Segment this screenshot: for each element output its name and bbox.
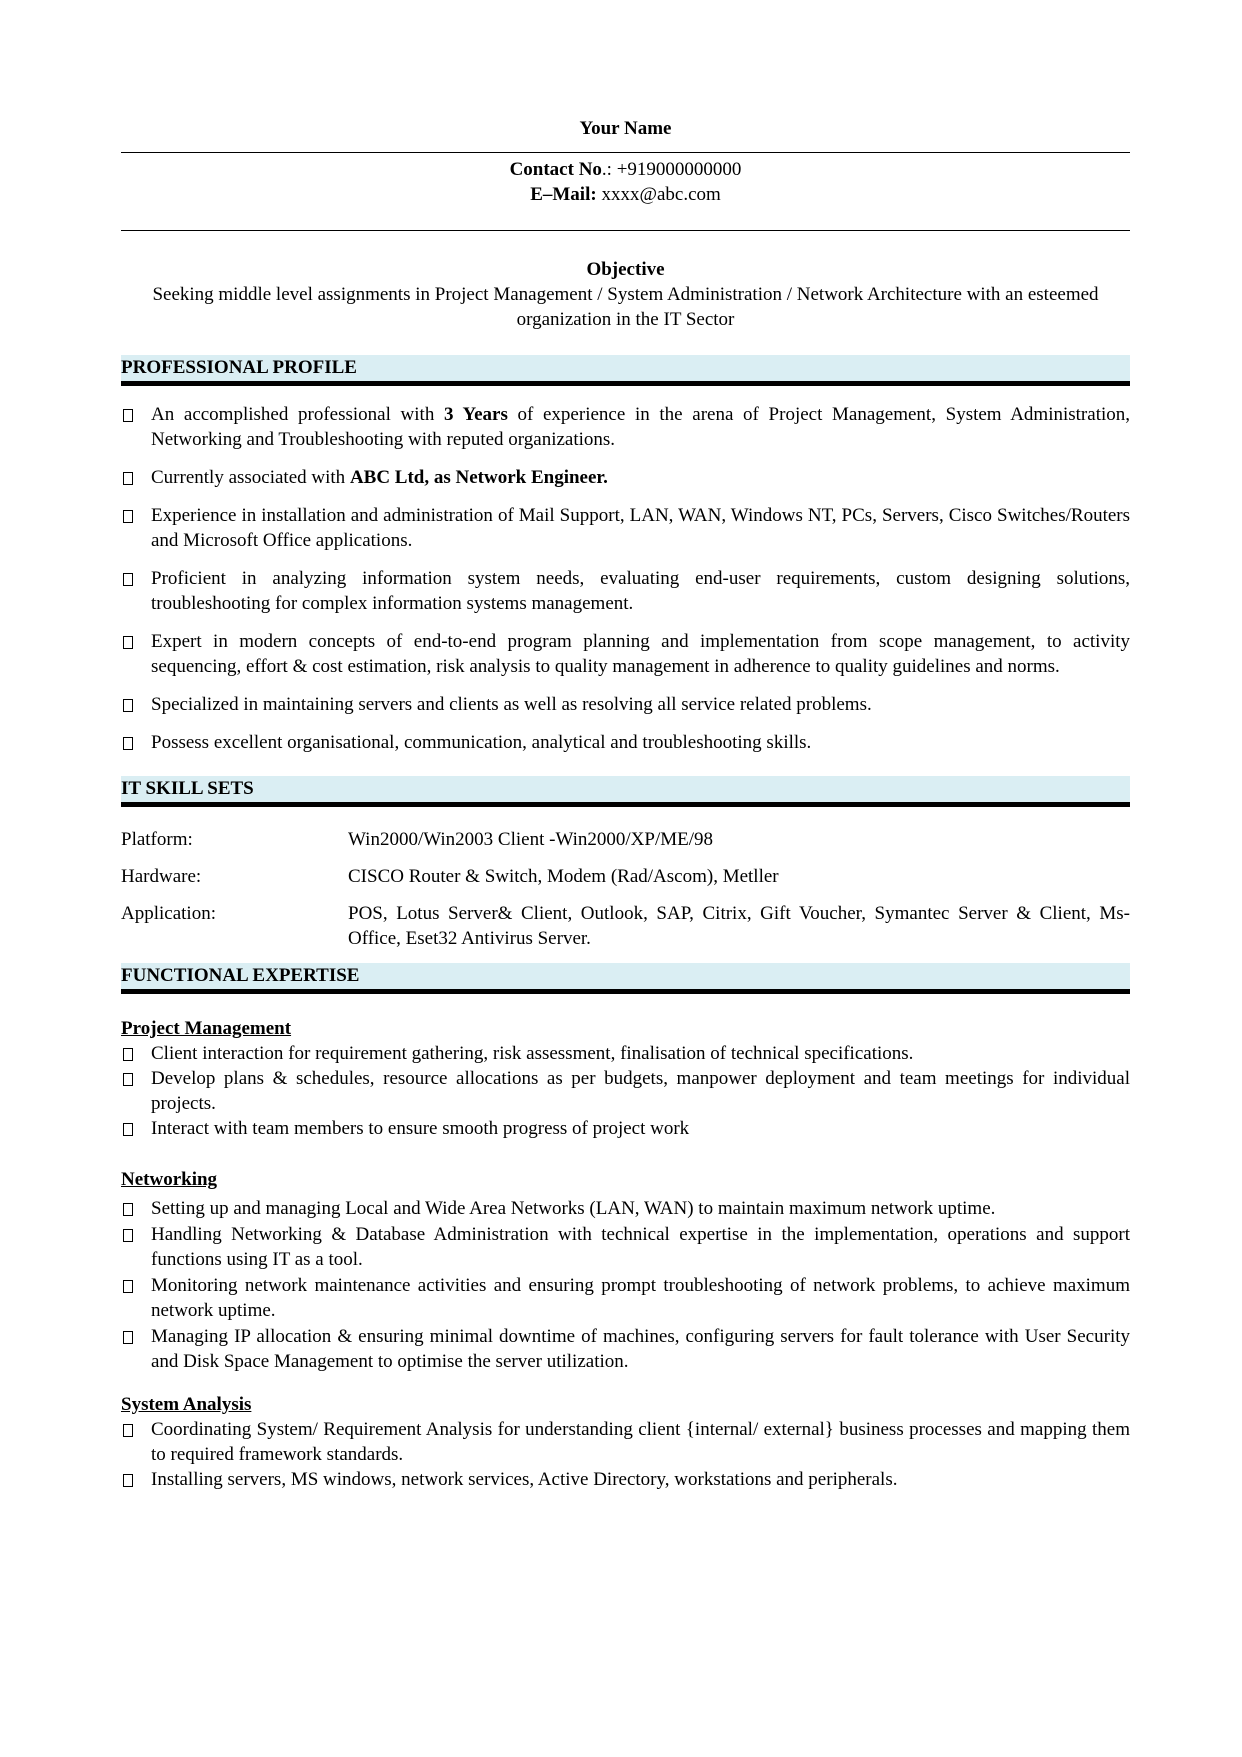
candidate-name: Your Name bbox=[579, 118, 672, 139]
bullet-icon bbox=[123, 1424, 133, 1437]
bullet-icon bbox=[123, 737, 133, 750]
list-item bbox=[121, 1273, 1130, 1323]
resume-page bbox=[121, 116, 1130, 1492]
item-text-bold: 3 Years bbox=[444, 404, 508, 425]
skill-row bbox=[121, 864, 1130, 889]
list-item bbox=[121, 566, 1130, 616]
bullet-icon bbox=[123, 636, 133, 649]
list-item bbox=[121, 1222, 1130, 1272]
bullet-icon bbox=[123, 573, 133, 586]
list-item bbox=[121, 465, 1130, 490]
subheading-project-management: Project Management bbox=[121, 1018, 292, 1039]
email-label: E–Mail: bbox=[530, 184, 597, 205]
bullet-icon bbox=[123, 1474, 133, 1487]
bullet-icon bbox=[123, 409, 133, 422]
list-item bbox=[121, 402, 1130, 452]
networking-list bbox=[121, 1196, 1130, 1374]
skills-table bbox=[121, 827, 1130, 951]
section-header-professional-profile: PROFESSIONAL PROFILE bbox=[121, 355, 1130, 386]
bullet-icon bbox=[123, 472, 133, 485]
skill-value: Win2000/Win2003 Client -Win2000/XP/ME/98 bbox=[348, 829, 714, 850]
objective-title: Objective bbox=[586, 259, 665, 280]
item-text: Client interaction for requirement gathering, risk assessment, finalisation of technical specifications. bbox=[151, 1043, 914, 1064]
item-text: Currently associated with bbox=[151, 467, 350, 488]
contact-number: +919000000000 bbox=[616, 159, 742, 180]
list-item bbox=[121, 1324, 1130, 1374]
list-item bbox=[121, 629, 1130, 679]
bullet-icon bbox=[123, 1123, 133, 1136]
bullet-icon bbox=[123, 510, 133, 523]
bullet-icon bbox=[123, 1048, 133, 1061]
bullet-icon bbox=[123, 699, 133, 712]
item-text: Expert in modern concepts of end-to-end program planning and implementation from scope management, to activity sequencing, effort & cost estimation, risk analysis to quality management in adherence to quality guidelines and norms. bbox=[151, 631, 1130, 677]
skill-label: Platform: bbox=[121, 829, 193, 850]
list-item bbox=[121, 692, 1130, 717]
item-text: of experience in the arena of Project Management, System Administration, Networking and Troubleshooting with reputed organizations. bbox=[151, 404, 1130, 450]
contact-separator: .: bbox=[601, 159, 617, 180]
list-item bbox=[121, 1417, 1130, 1467]
list-item bbox=[121, 1196, 1130, 1221]
email-line bbox=[121, 182, 1130, 207]
item-text: Coordinating System/ Requirement Analysis for understanding client {internal/ external} business processes and mapping them to required framework standards. bbox=[151, 1419, 1130, 1465]
section-header-functional-expertise: FUNCTIONAL EXPERTISE bbox=[121, 963, 1130, 994]
item-text: Develop plans & schedules, resource allocations as per budgets, manpower deployment and team meetings for individual projects. bbox=[151, 1068, 1130, 1114]
skill-label: Hardware: bbox=[121, 866, 202, 887]
contact-block bbox=[121, 157, 1130, 230]
item-text: Handling Networking & Database Administration with technical expertise in the implementation, operations and support functions using IT as a tool. bbox=[151, 1224, 1130, 1270]
section-header-it-skill-sets: IT SKILL SETS bbox=[121, 776, 1130, 807]
item-text: An accomplished professional with bbox=[151, 404, 444, 425]
list-item bbox=[121, 1066, 1130, 1116]
project-management-list bbox=[121, 1041, 1130, 1141]
profile-list bbox=[121, 402, 1130, 755]
system-analysis-list bbox=[121, 1417, 1130, 1492]
skill-value: POS, Lotus Server& Client, Outlook, SAP, Citrix, Gift Voucher, Symantec Server & Client, Ms-Office, Eset32 Antivirus Server. bbox=[348, 903, 1130, 949]
subheading-networking: Networking bbox=[121, 1169, 218, 1190]
item-text: Setting up and managing Local and Wide Area Networks (LAN, WAN) to maintain maximum network uptime. bbox=[151, 1198, 996, 1219]
email-value: xxxx@abc.com bbox=[596, 184, 721, 205]
item-text: Experience in installation and administration of Mail Support, LAN, WAN, Windows NT, PCs, Servers, Cisco Switches/Routers and Microsoft Office applications. bbox=[151, 505, 1130, 551]
bullet-icon bbox=[123, 1073, 133, 1086]
list-item bbox=[121, 503, 1130, 553]
list-item bbox=[121, 1116, 1130, 1141]
contact-label: Contact No bbox=[509, 159, 602, 180]
item-text: Installing servers, MS windows, network services, Active Directory, workstations and peripherals. bbox=[151, 1469, 898, 1490]
skill-row bbox=[121, 827, 1130, 852]
item-text: Specialized in maintaining servers and clients as well as resolving all service related problems. bbox=[151, 694, 872, 715]
item-text: Interact with team members to ensure smooth progress of project work bbox=[151, 1118, 690, 1139]
divider bbox=[121, 152, 1130, 153]
list-item bbox=[121, 1467, 1130, 1492]
bullet-icon bbox=[123, 1229, 133, 1242]
objective-text: Seeking middle level assignments in Project Management / System Administration / Network Architecture with an esteemed organization in the IT Sector bbox=[152, 284, 1099, 330]
skill-value: CISCO Router & Switch, Modem (Rad/Ascom), Metller bbox=[348, 866, 779, 887]
item-text: Proficient in analyzing information system needs, evaluating end-user requirements, custom designing solutions, troubleshooting for complex information systems management. bbox=[151, 568, 1130, 614]
list-item bbox=[121, 1041, 1130, 1066]
item-text: Monitoring network maintenance activities and ensuring prompt troubleshooting of network problems, to achieve maximum network uptime. bbox=[151, 1275, 1130, 1321]
list-item bbox=[121, 730, 1130, 755]
bullet-icon bbox=[123, 1203, 133, 1216]
contact-line bbox=[121, 157, 1130, 182]
item-text: Possess excellent organisational, communication, analytical and troubleshooting skills. bbox=[151, 732, 812, 753]
skill-label: Application: bbox=[121, 903, 216, 924]
subheading-system-analysis: System Analysis bbox=[121, 1394, 252, 1415]
bullet-icon bbox=[123, 1280, 133, 1293]
item-text-bold: ABC Ltd, as Network Engineer. bbox=[349, 467, 608, 488]
bullet-icon bbox=[123, 1331, 133, 1344]
item-text: Managing IP allocation & ensuring minimal downtime of machines, configuring servers for fault tolerance with User Security and Disk Space Management to optimise the server utilization. bbox=[151, 1326, 1130, 1372]
skill-row bbox=[121, 901, 1130, 951]
divider bbox=[121, 230, 1130, 231]
